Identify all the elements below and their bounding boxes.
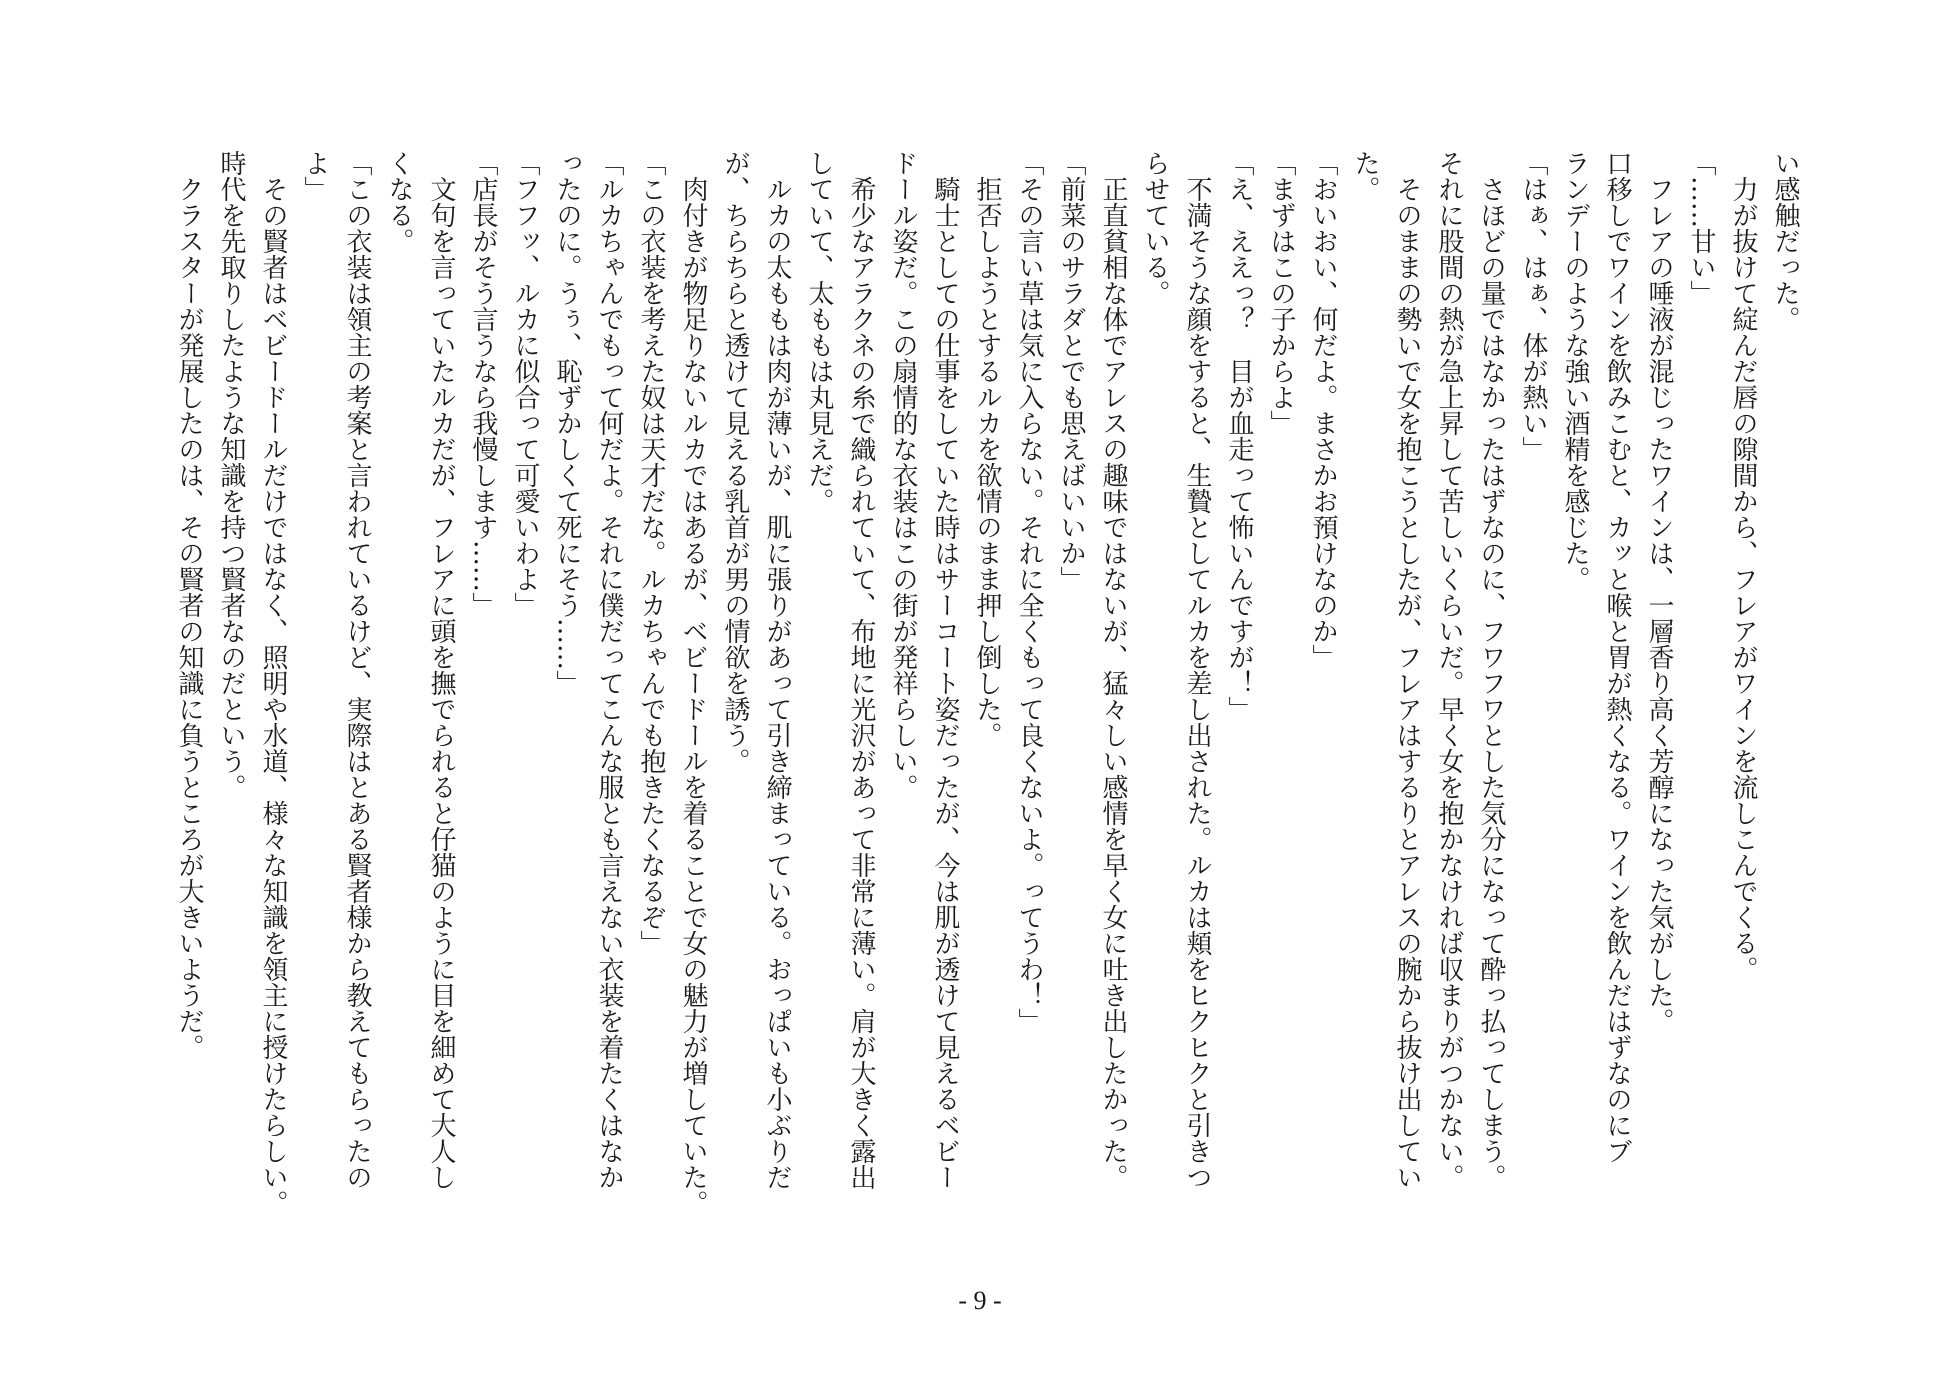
text-line: そのままの勢いで女を抱こうとしたが、フレアはするりとアレスの腕から抜け出してい [1392, 150, 1422, 1190]
text-line: 口移しでワインを飲みこむと、カッと喉と胃が熱くなる。ワインを飲んだはずなのにブ [1602, 150, 1632, 1164]
text-line: 騎士としての仕事をしていた時はサーコート姿だったが、今は肌が透けて見えるベビー [930, 150, 960, 1190]
text-line: 「え、ええっ？ 目が血走って怖いんですが！」 [1224, 150, 1254, 722]
text-line: 「その言い草は気に入らない。それに全くもって良くないよ。ってうわ！」 [1014, 150, 1044, 1034]
text-line: 「この衣装は領主の考案と言われているけど、実際はとある賢者様から教えてもらったの [342, 150, 372, 1190]
text-line: 正直貧相な体でアレスの趣味ではないが、猛々しい感情を早く女に吐き出したかった。 [1098, 150, 1128, 1190]
text-line: していて、太ももは丸見えだ。 [804, 150, 834, 514]
text-line: 力が抜けて綻んだ唇の隙間から、フレアがワインを流しこんでくる。 [1728, 150, 1758, 982]
text-line: クラスターが発展したのは、その賢者の知識に負うところが大きいようだ。 [174, 150, 204, 1060]
vertical-body-text [168, 150, 1806, 1216]
text-line: さほどの量ではなかったはずなのに、フワフワとした気分になって酔っ払ってしまう。 [1476, 150, 1506, 1190]
text-line: ったのに。うぅ、恥ずかしくて死にそう……」 [552, 150, 582, 696]
text-line: た。 [1350, 150, 1380, 202]
text-line: 不満そうな顔をすると、生贄としてルカを差し出された。ルカは頬をヒクヒクと引きつ [1182, 150, 1212, 1190]
text-line: 「まずはこの子からよ」 [1266, 150, 1296, 436]
text-line: その賢者はベビードールだけではなく、照明や水道、様々な知識を領主に授けたらしい。 [258, 150, 288, 1216]
text-line: 「ルカちゃんでもって何だよ。それに僕だってこんな服とも言えない衣装を着たくはなか [594, 150, 624, 1190]
text-line: 「前菜のサラダとでも思えばいいか」 [1056, 150, 1086, 592]
text-line: 時代を先取りしたような知識を持つ賢者なのだという。 [216, 150, 246, 800]
text-line: が、ちらちらと透けて見える乳首が男の情欲を誘う。 [720, 150, 750, 774]
text-line: それに股間の熱が急上昇して苦しいくらいだ。早く女を抱かなければ収まりがつかない。 [1434, 150, 1464, 1190]
text-line: 肉付きが物足りないルカではあるが、ベビードールを着ることで女の魅力が増していた。 [678, 150, 708, 1216]
text-line: 希少なアラクネの糸で織られていて、布地に光沢があって非常に薄い。肩が大きく露出 [846, 150, 876, 1190]
text-line: い感触だった。 [1770, 150, 1800, 332]
page-number: - 9 - [958, 1286, 1002, 1315]
text-line: 「この衣装を考えた奴は天才だな。ルカちゃんでも抱きたくなるぞ」 [636, 150, 666, 956]
text-line: 「……甘い」 [1686, 150, 1716, 306]
text-line: フレアの唾液が混じったワインは、一層香り高く芳醇になった気がした。 [1644, 150, 1674, 1034]
text-line: 「おいおい、何だよ。まさかお預けなのか」 [1308, 150, 1338, 670]
text-line: らせている。 [1140, 150, 1170, 306]
text-line: ドール姿だ。この扇情的な衣装はこの街が発祥らしい。 [888, 150, 918, 800]
text-line: 「フフッ、ルカに似合って可愛いわよ」 [510, 150, 540, 618]
text-line: 拒否しようとするルカを欲情のまま押し倒した。 [972, 150, 1002, 748]
text-line: 「店長がそう言うなら我慢します……」 [468, 150, 498, 618]
text-line: 文句を言っていたルカだが、フレアに頭を撫でられると仔猫のように目を細めて大人し [426, 150, 456, 1190]
text-line: よ」 [300, 150, 330, 202]
text-line: ルカの太ももは肉が薄いが、肌に張りがあって引き締まっている。おっぱいも小ぶりだ [762, 150, 792, 1190]
text-line: ランデーのような強い酒精を感じた。 [1560, 150, 1590, 592]
text-line: くなる。 [384, 150, 414, 254]
text-line: 「はぁ、はぁ、体が熱い」 [1518, 150, 1548, 462]
